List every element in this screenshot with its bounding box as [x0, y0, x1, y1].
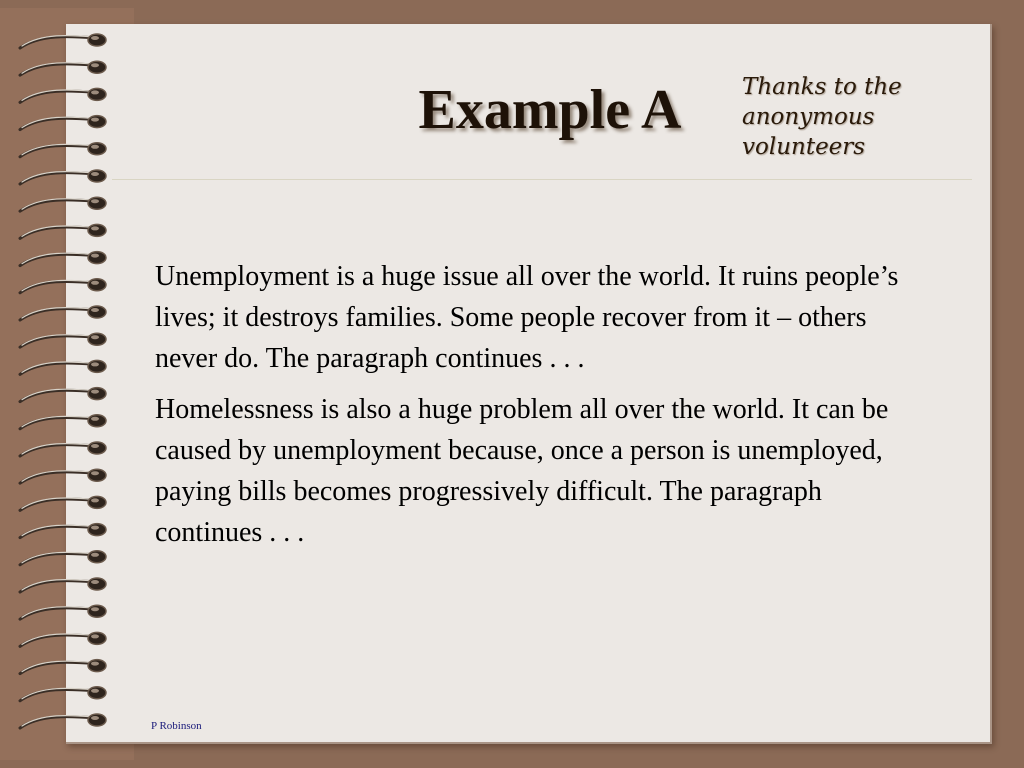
binding-ring [20, 333, 106, 347]
author-footer: P Robinson [151, 720, 202, 732]
paragraph-homelessness: Homelessness is also a huge problem all over the world. It can be caused by unemployment because, once a person is unemployed, paying bills becomes progressively difficult. The paragraph continues . . . [155, 394, 889, 548]
binding-ring [20, 360, 106, 374]
binding-ring [20, 252, 106, 266]
slide-body [155, 256, 935, 563]
note-line: volunteers [742, 134, 866, 160]
binding-ring [20, 279, 106, 293]
binding-ring [20, 687, 106, 701]
binding-ring [20, 34, 106, 48]
binding-ring [20, 143, 106, 157]
binding-ring [20, 524, 106, 538]
spiral-binding-icon [0, 0, 130, 768]
binding-ring [20, 170, 106, 184]
binding-ring [20, 551, 106, 565]
divider [112, 179, 972, 180]
binding-ring [20, 714, 106, 728]
binding-ring [20, 306, 106, 320]
note-line: Thanks to the [742, 74, 902, 100]
binding-ring [20, 224, 106, 238]
slide-title: Example A [418, 79, 682, 141]
binding-ring [20, 197, 106, 211]
binding-ring [20, 605, 106, 619]
paragraph-unemployment: Unemployment is a huge issue all over the world. It ruins people’s lives; it destroys families. Some people recover from it – others never do. The paragraph continues . . . [155, 261, 899, 374]
binding-ring [20, 388, 106, 402]
binding-ring [20, 660, 106, 674]
binding-ring [20, 61, 106, 75]
acknowledgement-note [742, 72, 982, 162]
binding-ring [20, 116, 106, 130]
binding-ring [20, 88, 106, 102]
binding-ring [20, 469, 106, 483]
binding-ring [20, 442, 106, 456]
binding-ring [20, 632, 106, 646]
binding-ring [20, 415, 106, 429]
note-line: anonymous [742, 104, 875, 130]
binding-ring [20, 496, 106, 510]
binding-ring [20, 578, 106, 592]
